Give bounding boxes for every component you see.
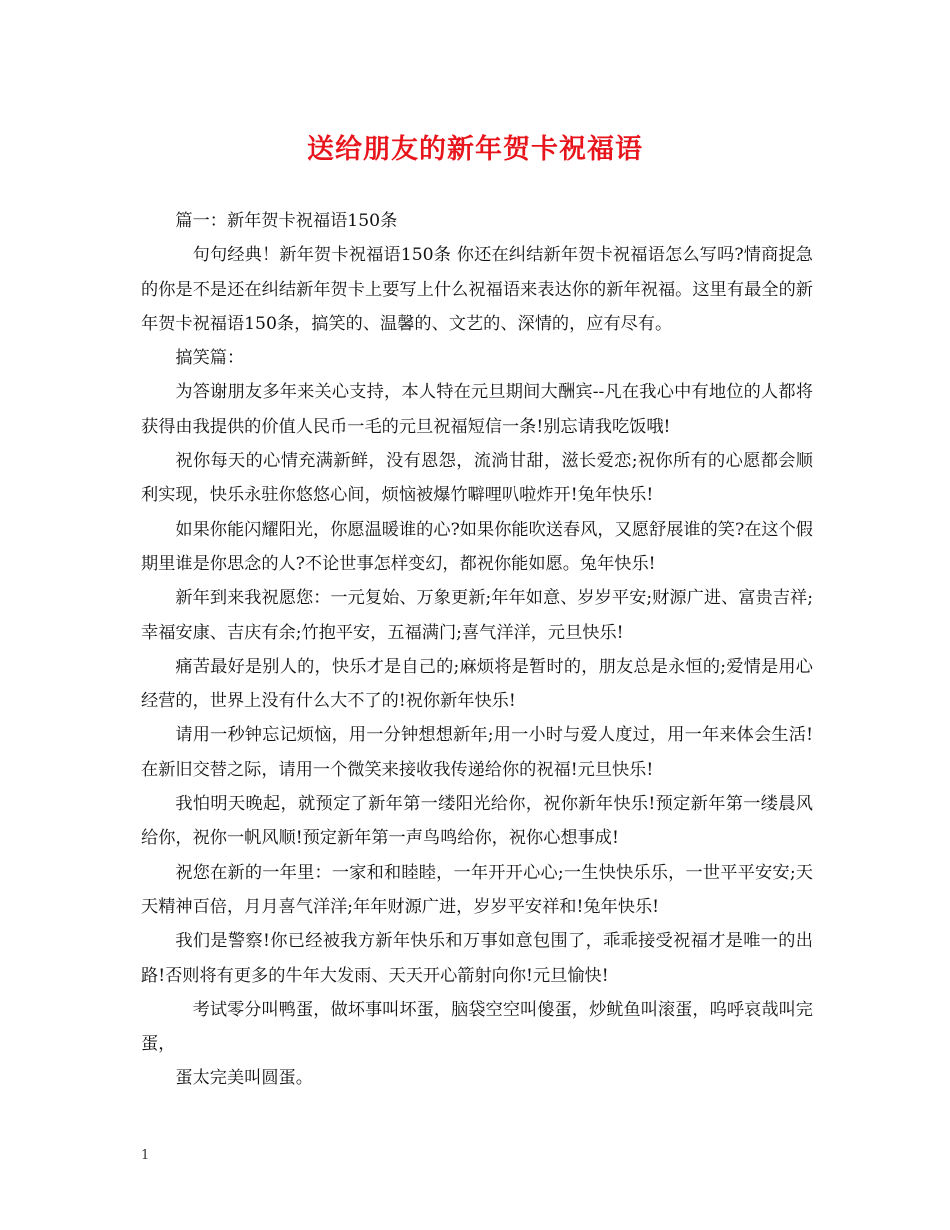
body-paragraph: 祝您在新的一年里：一家和和睦睦，一年开开心心;一生快快乐乐，一世平平安安;天天精神百倍，月月喜气洋洋;年年财源广进，岁岁平安祥和!兔年快乐! [141,862,813,917]
body-paragraph: 为答谢朋友多年来关心支持，本人特在元旦期间大酬宾--凡在我心中有地位的人都将获得由我提供的价值人民币一毛的元旦祝福短信一条!别忘请我吃饭哦! [141,382,813,437]
subsection-heading: 搞笑篇： [175,348,245,369]
document-title: 送给朋友的新年贺卡祝福语 [307,134,643,165]
body-paragraph: 蛋太完美叫圆蛋。 [175,1068,313,1089]
body-paragraph: 如果你能闪耀阳光，你愿温暖谁的心?如果你能吹送春风，又愿舒展谁的笑?在这个假期里谁是你思念的人?不论世事怎样变幻，都祝你能如愿。兔年快乐! [141,519,813,574]
body-paragraph: 痛苦最好是别人的，快乐才是自己的;麻烦将是暂时的，朋友总是永恒的;爱情是用心经营的，世界上没有什么大不了的!祝你新年快乐! [141,656,813,712]
body-paragraph: 句句经典！新年贺卡祝福语150条 你还在纠结新年贺卡祝福语怎么写吗?情商捉急的你是不是还在纠结新年贺卡上要写上什么祝福语来表达你的新年祝福。这里有最全的新年贺卡祝福语150条，搞笑的、温馨的、文艺的、深情的，应有尽有。 [141,245,813,334]
body-paragraph: 请用一秒钟忘记烦恼，用一分钟想想新年;用一小时与爱人度过，用一年来体会生活!在新旧交替之际，请用一个微笑来接收我传递给你的祝福!元旦快乐! [141,725,813,780]
section-heading: 篇一：新年贺卡祝福语150条 [175,211,398,231]
body-paragraph: 我们是警察!你已经被我方新年快乐和万事如意包围了，乖乖接受祝福才是唯一的出路!否则将有更多的牛年大发雨、天天开心箭射向你!元旦愉快! [141,931,813,986]
page-number: 1 [141,1148,150,1163]
body-paragraph: 我怕明天晚起，就预定了新年第一缕阳光给你，祝你新年快乐!预定新年第一缕晨风给你，祝你一帆风顺!预定新年第一声鸟鸣给你，祝你心想事成! [141,794,813,849]
document-body [141,204,813,1096]
body-paragraph: 新年到来我祝愿您：一元复始、万象更新;年年如意、岁岁平安;财源广进、富贵吉祥;幸福安康、吉庆有余;竹抱平安，五福满门;喜气洋洋，元旦快乐! [141,588,813,643]
body-paragraph: 祝你每天的心情充满新鲜，没有恩怨，流淌甘甜，滋长爱恋;祝你所有的心愿都会顺利实现，快乐永驻你悠悠心间，烦恼被爆竹噼哩叭啦炸开!兔年快乐! [141,451,813,506]
body-paragraph: 考试零分叫鸭蛋，做坏事叫坏蛋，脑袋空空叫傻蛋，炒鱿鱼叫滚蛋，呜呼哀哉叫完蛋， [141,999,813,1055]
